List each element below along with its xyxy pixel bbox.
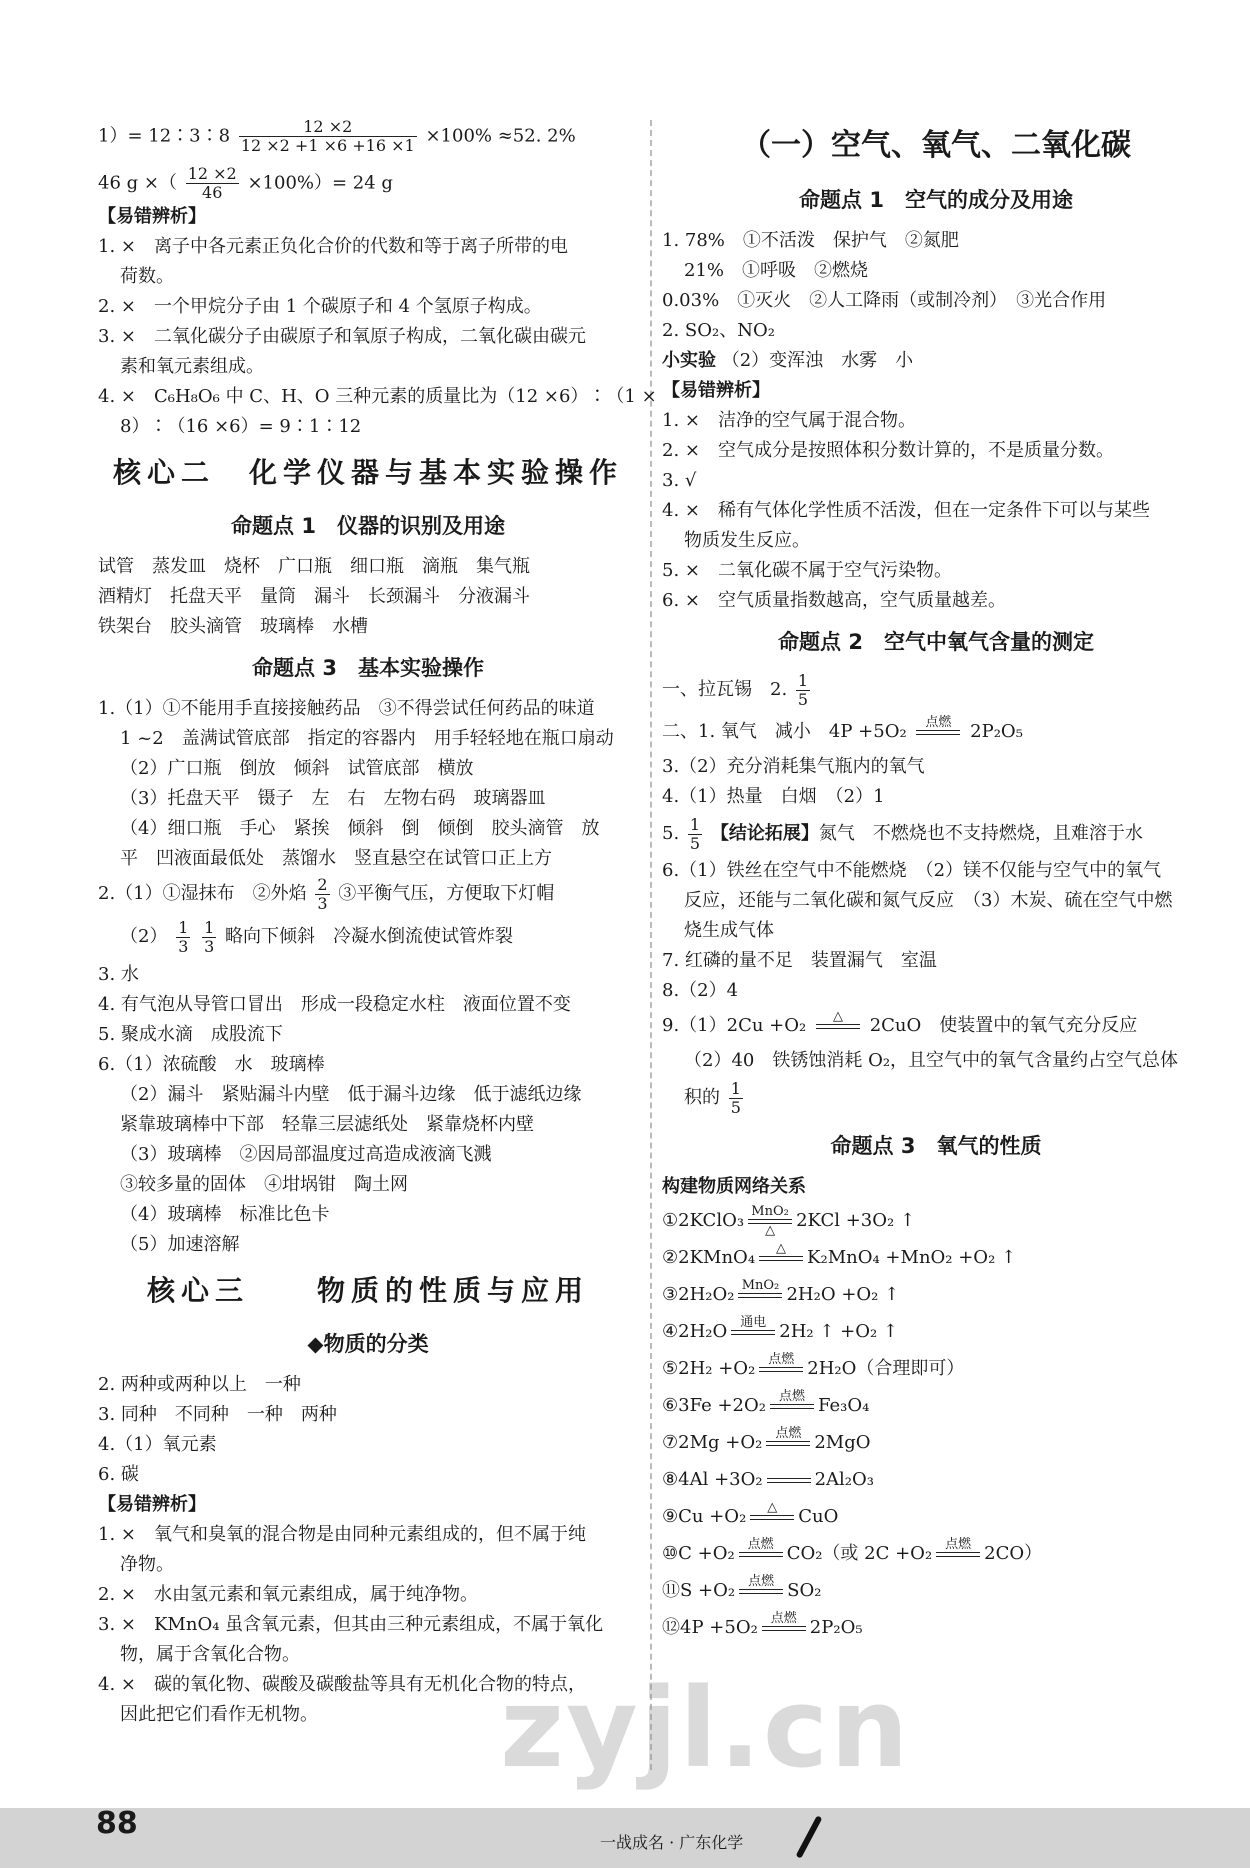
reaction-condition: 点燃 (762, 1612, 806, 1645)
p2-line-1: 一、拉瓦锡 2. $\frac{1}{5}$ (662, 670, 809, 709)
equation-lhs: ⑩C +O₂ (662, 1543, 735, 1564)
equation-lhs: ③2H₂O₂ (662, 1284, 735, 1305)
right-column (662, 118, 1210, 1646)
error-item: 4. × 稀有气体化学性质不活泼，但在一定条件下可以与某些 (662, 500, 1150, 521)
equation-rhs: 2CO） (984, 1543, 1043, 1564)
footer-text: 一战成名 · 广东化学 (600, 1833, 744, 1852)
classification-line: 3. 同种 不同种 一种 两种 (98, 1404, 337, 1425)
reaction-condition: 点燃 (739, 1538, 783, 1571)
error-item: 2. × 一个甲烷分子由 1 个碳原子和 4 个氢原子构成。 (98, 296, 542, 317)
classification-list (98, 1370, 638, 1490)
reaction-condition (767, 1464, 811, 1497)
fraction: $\frac{2}{3}$ (317, 874, 328, 913)
error-item: 物质发生反应。 (684, 530, 810, 551)
error-item: 3. √ (662, 470, 697, 491)
instrument-line: 铁架台 胶头滴管 玻璃棒 水槽 (98, 616, 368, 637)
fraction: $\frac{1}{3}$ (178, 917, 189, 956)
operation-line: （4）玻璃棒 标准比色卡 (120, 1204, 330, 1225)
equation-rhs: 2KCl +3O₂ ↑ (796, 1210, 916, 1231)
operation-line: ③较多量的固体 ④坩埚钳 陶土网 (120, 1174, 408, 1195)
measure-line: 6.（1）铁丝在空气中不能燃烧 （2）镁不仅能与空气中的氧气 (662, 860, 1162, 881)
equation-rhs: 2H₂O（合理即可） (807, 1358, 965, 1379)
operation-line: 6.（1）浓硫酸 水 玻璃棒 (98, 1054, 325, 1075)
operation-line: （5）加速溶解 (120, 1234, 240, 1255)
fraction: $\frac{1}{5}$ (689, 814, 701, 853)
network-title: 构建物质网络关系 (662, 1176, 806, 1197)
operation-line: 4. 有气泡从导管口冒出 形成一段稳定水柱 液面位置不变 (98, 994, 571, 1015)
error-item: 1. × 离子中各元素正负化合价的代数和等于离子所带的电 (98, 236, 568, 257)
operation-line: （3）玻璃棒 ②因局部温度过高造成液滴飞溅 (120, 1144, 492, 1165)
equation-lhs: ⑧4Al +3O₂ (662, 1469, 763, 1490)
chemical-equation (662, 1461, 1210, 1498)
section-title: （一）空气、氧气、二氧化碳 (741, 128, 1131, 163)
q2-line-1: 2.（1）①湿抹布 ②外焰 $\frac{2}{3}$ ③平衡气压，方便取下灯帽 (98, 874, 555, 913)
measure-line: 8.（2）4 (662, 980, 739, 1001)
equation-rhs: 2H₂O +O₂ ↑ (786, 1284, 900, 1305)
fraction: $\frac{12 \times 2}{46}$ (187, 164, 237, 202)
chemical-equation (662, 1313, 1210, 1350)
equation-rhs: SO₂ (787, 1580, 822, 1601)
classification-title: ◆物质的分类 (307, 1332, 429, 1356)
classification-line: 4.（1）氧元素 (98, 1434, 217, 1455)
reaction-condition: MnO₂ △ (748, 1205, 792, 1238)
error-item: 2. × 水由氢元素和氧元素组成，属于纯净物。 (98, 1584, 478, 1605)
measure-line: 烧生成气体 (684, 920, 774, 941)
fraction: $\frac{12 \times 2}{12 \times 2 +1 \times 6 +16 \times 1}$ (240, 117, 415, 155)
error-item: 4. × C₆H₈O₆ 中 C、H、O 三种元素的质量比为（12 ×6）∶（1 × (98, 386, 657, 407)
proposition-1-title: 命题点 1 仪器的识别及用途 (231, 514, 505, 538)
air-line: 21% ①呼吸 ②燃烧 (684, 260, 869, 281)
classification-line: 2. 两种或两种以上 一种 (98, 1374, 301, 1395)
error-item: 6. × 空气质量指数越高，空气质量越差。 (662, 590, 1006, 611)
operation-line: 1 ~2 盖满试管底部 指定的容器内 用手轻轻地在瓶口扇动 (120, 728, 614, 749)
proposition-3-title: 命题点 3 基本实验操作 (252, 656, 484, 680)
chemical-equation (662, 1424, 1210, 1461)
chemical-equation (662, 1202, 1210, 1239)
instrument-line: 试管 蒸发皿 烧杯 广口瓶 细口瓶 滴瓶 集气瓶 (98, 556, 530, 577)
page-number: 88 (96, 1806, 138, 1841)
equation-lhs: ⑨Cu +O₂ (662, 1506, 747, 1527)
chemical-equation (662, 1387, 1210, 1424)
air-composition-list (662, 226, 1210, 346)
core3-title: 核心三 物质的性质与应用 (146, 1274, 589, 1307)
r-proposition-2-title: 命题点 2 空气中氧气含量的测定 (778, 630, 1094, 654)
calc-line-1: 1）= 12∶3∶8 $\frac{12 \times 2}{12 \times 2 +1 \times 6 +16 \times 1}$ ×100% ≈52. 2% (98, 117, 576, 155)
error-item: 1. × 氧气和臭氧的混合物是由同种元素组成的，但不属于纯 (98, 1524, 586, 1545)
equation-rhs: CO₂（或 2C +O₂ (786, 1543, 933, 1564)
equation-rhs: Fe₃O₄ (817, 1395, 870, 1416)
operation-line: 3. 水 (98, 964, 139, 985)
operation-line: 平 凹液面最低处 蒸馏水 竖直悬空在试管口正上方 (120, 848, 552, 869)
chemical-equation (662, 1276, 1210, 1313)
chemical-equation (662, 1498, 1210, 1535)
error-item: 3. × 二氧化碳分子由碳原子和氧原子构成，二氧化碳由碳元 (98, 326, 586, 347)
reaction-condition: 点燃 (766, 1427, 810, 1460)
equation-rhs: 2P₂O₅ (809, 1617, 863, 1638)
fraction: $\frac{1}{3}$ (204, 917, 215, 956)
equation-rhs: K₂MnO₄ +MnO₂ +O₂ ↑ (807, 1247, 1017, 1268)
operation-line: 1.（1）①不能用手直接接触药品 ③不得尝试任何药品的味道 (98, 698, 595, 719)
core2-title: 核心二 化学仪器与基本实验操作 (112, 456, 623, 489)
p2-line-9: 9.（1）2Cu +O₂ △ 2CuO 使装置中的氧气充分反应 (662, 1006, 1210, 1046)
error-item: 2. × 空气成分是按照体积分数计算的，不是质量分数。 (662, 440, 1114, 461)
error-item: 物，属于含氧化合物。 (120, 1644, 300, 1665)
small-experiment: 小实验 （2）变浑浊 水雾 小 (662, 350, 914, 371)
left-column (98, 117, 657, 1730)
measure-line: 3.（2）充分消耗集气瓶内的氧气 (662, 756, 925, 777)
oxygen-measure-b (662, 856, 1210, 1006)
reaction-condition: 点燃 (936, 1538, 980, 1571)
chemical-equation (662, 1239, 1210, 1276)
r-error-analysis-title: 【易错辨析】 (662, 380, 770, 401)
basic-operations-a (98, 694, 638, 874)
error-item: 3. × KMnO₄ 虽含氧元素，但其由三种元素组成，不属于氧化 (98, 1614, 604, 1635)
equation-lhs: ⑥3Fe +2O₂ (662, 1395, 766, 1416)
error-item: 4. × 碳的氧化物、碳酸及碳酸盐等具有无机化合物的特点， (98, 1674, 586, 1695)
chemical-equation (662, 1535, 1210, 1572)
error-item: 净物。 (120, 1554, 174, 1575)
r-error-analysis-list (662, 406, 1210, 616)
error-item: 素和氧元素组成。 (120, 356, 264, 377)
air-line: 2. SO₂、NO₂ (662, 320, 775, 341)
error-item: 5. × 二氧化碳不属于空气污染物。 (662, 560, 952, 581)
error-item: 1. × 洁净的空气属于混合物。 (662, 410, 916, 431)
reaction-condition: MnO₂ (738, 1279, 782, 1312)
operation-line: 紧靠玻璃棒中下部 轻靠三层滤纸处 紧靠烧杯内壁 (120, 1114, 534, 1135)
measure-line: 反应，还能与二氧化碳和氮气反应 （3）木炭、硫在空气中燃 (684, 890, 1173, 911)
equation-lhs: ⑤2H₂ +O₂ (662, 1358, 756, 1379)
operation-line: 5. 聚成水滴 成股流下 (98, 1024, 283, 1045)
chemical-equation (662, 1350, 1210, 1387)
p2-line-11: 积的 $\frac{1}{5}$ (684, 1078, 741, 1117)
operation-line: （4）细口瓶 手心 紧挨 倾斜 倒 倾倒 胶头滴管 放 (120, 818, 600, 839)
equation-lhs: ⑫4P +5O₂ (662, 1617, 758, 1638)
p2-line-10: （2）40 铁锈蚀消耗 O₂，且空气中的氧气含量约占空气总体 (684, 1050, 1179, 1071)
equation-lhs: ④2H₂O (662, 1321, 728, 1342)
p2-line-2: 二、1. 氧气 减小 4P +5O₂ 点燃 2P₂O₅ (662, 712, 1210, 752)
reaction-condition: △ (750, 1501, 794, 1534)
air-line: 0.03% ①灭火 ②人工降雨（或制冷剂） ③光合作用 (662, 290, 1107, 311)
chemical-equation (662, 1609, 1210, 1646)
operation-line: （2）广口瓶 倒放 倾斜 试管底部 横放 (120, 758, 474, 779)
reaction-condition: △ (759, 1242, 803, 1275)
error-item: 8）∶（16 ×6）= 9∶1∶12 (120, 416, 362, 437)
fraction: $\frac{1}{5}$ (797, 670, 809, 709)
watermark: zyjl.cn (500, 1664, 911, 1792)
equation-lhs: ①2KClO₃ (662, 1210, 745, 1231)
oxygen-measure-a (662, 752, 1210, 812)
fraction: $\frac{1}{5}$ (730, 1078, 741, 1117)
measure-line: 4.（1）热量 白烟 （2）1 (662, 786, 885, 807)
equation-lhs: ②2KMnO₄ (662, 1247, 756, 1268)
error-analysis-title-2: 【易错辨析】 (98, 1494, 206, 1515)
classification-line: 6. 碳 (98, 1464, 139, 1485)
equation-lhs: ⑪S +O₂ (662, 1580, 736, 1601)
equation-rhs: 2H₂ ↑ +O₂ ↑ (779, 1321, 899, 1342)
error-analysis-list (98, 232, 657, 442)
equation-rhs: CuO (798, 1506, 839, 1527)
reaction-condition: 通电 (731, 1316, 775, 1349)
equation-rhs: 2MgO (814, 1432, 871, 1453)
basic-operations-b (98, 960, 638, 1260)
equation-lhs: ⑦2Mg +O₂ (662, 1432, 763, 1453)
r-proposition-3-title: 命题点 3 氧气的性质 (830, 1134, 1042, 1158)
reaction-condition: 点燃 (759, 1353, 803, 1386)
p2-line-5: 5. $\frac{1}{5}$ 【结论拓展】氮气 不燃烧也不支持燃烧，且难溶于水 (662, 814, 1143, 853)
operation-line: （3）托盘天平 镊子 左 右 左物右码 玻璃器皿 (120, 788, 546, 809)
column-divider (650, 120, 652, 1770)
reaction-condition: 点燃 (916, 716, 960, 749)
q2-line-2: （2） $\frac{1}{3}$ $\frac{1}{3}$ 略向下倾斜 冷凝水倒流使试管炸裂 (120, 917, 514, 956)
error-item: 因此把它们看作无机物。 (120, 1704, 318, 1725)
error-item: 荷数。 (120, 266, 174, 287)
measure-line: 7. 红磷的量不足 装置漏气 室温 (662, 950, 937, 971)
reaction-condition: △ (816, 1010, 860, 1043)
r-proposition-1-title: 命题点 1 空气的成分及用途 (799, 188, 1073, 212)
reaction-condition: 点燃 (739, 1575, 783, 1608)
chemical-equation (662, 1572, 1210, 1609)
calc-line-2: 46 g ×（ $\frac{12 \times 2}{46}$ ×100%）= 24 g (98, 164, 393, 202)
operation-line: （2）漏斗 紧贴漏斗内壁 低于漏斗边缘 低于滤纸边缘 (120, 1084, 582, 1105)
instrument-list (98, 552, 638, 642)
error-analysis-title: 【易错辨析】 (98, 206, 206, 227)
equation-list (662, 1202, 1210, 1646)
instrument-line: 酒精灯 托盘天平 量筒 漏斗 长颈漏斗 分液漏斗 (98, 586, 530, 607)
reaction-condition: 点燃 (770, 1390, 814, 1423)
air-line: 1. 78% ①不活泼 保护气 ②氮肥 (662, 230, 959, 251)
equation-rhs: 2Al₂O₃ (814, 1469, 874, 1490)
